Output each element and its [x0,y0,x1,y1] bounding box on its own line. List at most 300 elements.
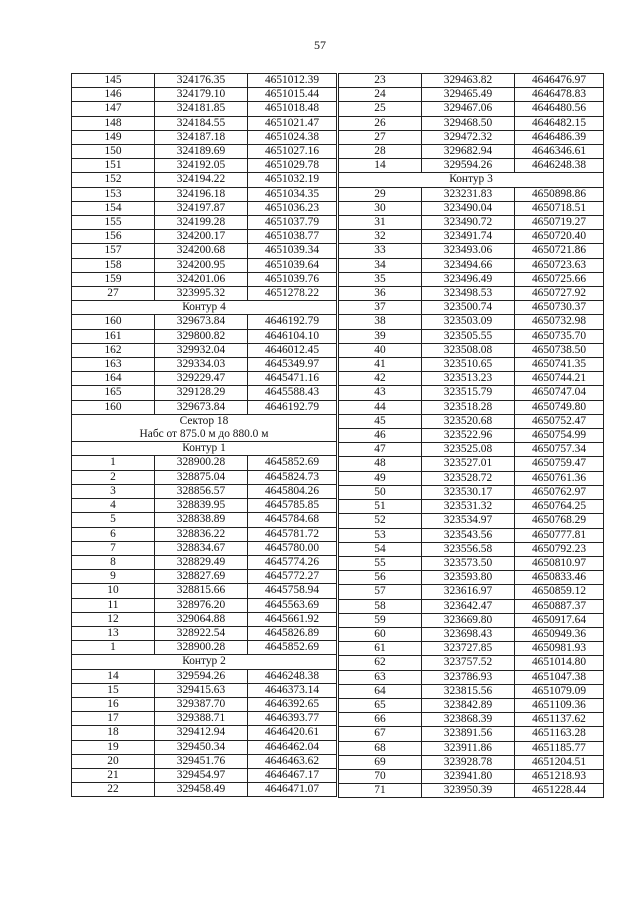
y-coordinate: 4646248.38 [515,159,604,173]
y-coordinate: 4650754.99 [515,429,604,443]
x-coordinate: 323911.86 [422,741,515,755]
point-number: 66 [339,713,422,727]
point-number: 56 [339,571,422,585]
x-coordinate: 329673.84 [155,315,248,329]
table-row [72,173,337,187]
point-number: 154 [72,201,155,215]
x-coordinate: 323527.01 [422,457,515,471]
x-coordinate: 323505.55 [422,329,515,343]
point-number: 15 [72,683,155,697]
x-coordinate: 329800.82 [155,329,248,343]
y-coordinate: 4646393.77 [248,712,337,726]
y-coordinate: 4651185.77 [515,741,604,755]
table-row [72,527,337,541]
point-number: 33 [339,244,422,258]
y-coordinate: 4646346.61 [515,145,604,159]
x-coordinate: 323556.58 [422,542,515,556]
point-number: 19 [72,740,155,754]
x-coordinate: 329229.47 [155,372,248,386]
y-coordinate: 4650735.70 [515,329,604,343]
y-coordinate: 4651027.16 [248,145,337,159]
y-coordinate: 4646467.17 [248,768,337,782]
x-coordinate: 323727.85 [422,642,515,656]
x-coordinate: 323593.80 [422,571,515,585]
y-coordinate: 4645780.00 [248,541,337,555]
table-row [72,683,337,697]
table-row [72,584,337,598]
point-number: 41 [339,358,422,372]
x-coordinate: 324194.22 [155,173,248,187]
x-coordinate: 324181.85 [155,102,248,116]
point-number: 160 [72,315,155,329]
table-row [339,755,604,769]
y-coordinate: 4651034.35 [248,187,337,201]
x-coordinate: 323231.83 [422,187,515,201]
y-coordinate: 4651163.28 [515,727,604,741]
table-row [339,556,604,570]
table-row [339,471,604,485]
y-coordinate: 4646462.04 [248,740,337,754]
y-coordinate: 4650741.35 [515,358,604,372]
point-number: 18 [72,726,155,740]
x-coordinate: 323534.97 [422,514,515,528]
point-number: 54 [339,542,422,556]
point-number: 9 [72,570,155,584]
y-coordinate: 4646478.83 [515,88,604,102]
x-coordinate: 323669.80 [422,613,515,627]
table-row [72,570,337,584]
table-row [339,159,604,173]
table-row [339,372,604,386]
point-number: 35 [339,272,422,286]
x-coordinate: 329472.32 [422,130,515,144]
point-number: 157 [72,244,155,258]
table-row [72,456,337,470]
x-coordinate: 323494.66 [422,258,515,272]
point-number: 1 [72,456,155,470]
section-title: Контур 4 [182,301,226,314]
point-number: 156 [72,230,155,244]
y-coordinate: 4651218.93 [515,769,604,783]
point-number: 151 [72,159,155,173]
section-title: Контур 2 [182,655,226,668]
table-row [72,499,337,513]
x-coordinate: 323698.43 [422,627,515,641]
y-coordinate: 4645774.26 [248,555,337,569]
point-number: 20 [72,754,155,768]
section-title: Контур 1 [182,442,226,455]
y-coordinate: 4650777.81 [515,528,604,542]
x-coordinate: 324199.28 [155,216,248,230]
table-row [339,485,604,499]
point-number: 24 [339,88,422,102]
table-row [72,372,337,386]
y-coordinate: 4645784.68 [248,513,337,527]
point-number: 1 [72,641,155,655]
y-coordinate: 4651036.23 [248,201,337,215]
y-coordinate: 4651228.44 [515,784,604,798]
x-coordinate: 323520.68 [422,414,515,428]
point-number: 57 [339,585,422,599]
point-number: 14 [339,159,422,173]
x-coordinate: 329450.34 [155,740,248,754]
y-coordinate: 4651109.36 [515,698,604,712]
x-coordinate: 324176.35 [155,74,248,88]
x-coordinate: 324192.05 [155,159,248,173]
x-coordinate: 323503.09 [422,315,515,329]
y-coordinate: 4651038.77 [248,230,337,244]
y-coordinate: 4651021.47 [248,116,337,130]
table-row [339,272,604,286]
x-coordinate: 329594.26 [155,669,248,683]
point-number: 68 [339,741,422,755]
x-coordinate: 323842.89 [422,698,515,712]
x-coordinate: 329412.94 [155,726,248,740]
x-coordinate: 329465.49 [422,88,515,102]
point-number: 28 [339,145,422,159]
table-row [72,145,337,159]
table-row [72,102,337,116]
table-row [339,258,604,272]
y-coordinate: 4651047.38 [515,670,604,684]
y-coordinate: 4646192.79 [248,400,337,414]
x-coordinate: 323518.28 [422,400,515,414]
y-coordinate: 4651039.64 [248,258,337,272]
y-coordinate: 4651024.38 [248,130,337,144]
y-coordinate: 4645852.69 [248,641,337,655]
point-number: 37 [339,301,422,315]
table-row [72,612,337,626]
point-number: 155 [72,216,155,230]
x-coordinate: 329387.70 [155,697,248,711]
x-coordinate: 329388.71 [155,712,248,726]
point-number: 45 [339,414,422,428]
y-coordinate: 4646248.38 [248,669,337,683]
point-number: 153 [72,187,155,201]
point-number: 6 [72,527,155,541]
y-coordinate: 4650720.40 [515,230,604,244]
point-number: 8 [72,555,155,569]
y-coordinate: 4650719.27 [515,216,604,230]
point-number: 163 [72,358,155,372]
y-coordinate: 4645852.69 [248,456,337,470]
y-coordinate: 4646486.39 [515,130,604,144]
point-number: 32 [339,230,422,244]
y-coordinate: 4651029.78 [248,159,337,173]
point-number: 42 [339,372,422,386]
x-coordinate: 324200.68 [155,244,248,258]
y-coordinate: 4645349.97 [248,358,337,372]
point-number: 36 [339,287,422,301]
table-row [339,329,604,343]
table-row [339,613,604,627]
y-coordinate: 4651278.22 [248,287,337,301]
table-row [339,741,604,755]
point-number: 7 [72,541,155,555]
table-row [339,713,604,727]
y-coordinate: 4646104.10 [248,329,337,343]
table-row [72,669,337,683]
table-row [72,187,337,201]
x-coordinate: 323522.96 [422,429,515,443]
table-row [339,145,604,159]
y-coordinate: 4645781.72 [248,527,337,541]
point-number: 159 [72,272,155,286]
x-coordinate: 323508.08 [422,343,515,357]
y-coordinate: 4646463.62 [248,754,337,768]
y-coordinate: 4646373.14 [248,683,337,697]
table-row [339,585,604,599]
x-coordinate: 323490.72 [422,216,515,230]
x-coordinate: 324196.18 [155,187,248,201]
x-coordinate: 324200.17 [155,230,248,244]
section-header-row [72,655,337,669]
y-coordinate: 4646482.15 [515,116,604,130]
x-coordinate: 323891.56 [422,727,515,741]
point-number: 21 [72,768,155,782]
point-number: 30 [339,201,422,215]
x-coordinate: 323491.74 [422,230,515,244]
table-row [339,74,604,88]
y-coordinate: 4651039.76 [248,272,337,286]
point-number: 4 [72,499,155,513]
table-row [72,258,337,272]
y-coordinate: 4645804.26 [248,484,337,498]
table-row [339,343,604,357]
point-number: 59 [339,613,422,627]
y-coordinate: 4645661.92 [248,612,337,626]
point-number: 46 [339,429,422,443]
point-number: 47 [339,443,422,457]
table-row [339,429,604,443]
point-number: 11 [72,598,155,612]
x-coordinate: 329454.97 [155,768,248,782]
table-row [339,542,604,556]
point-number: 64 [339,684,422,698]
point-number: 53 [339,528,422,542]
y-coordinate: 4650732.98 [515,315,604,329]
point-number: 29 [339,187,422,201]
y-coordinate: 4645563.69 [248,598,337,612]
x-coordinate: 323543.56 [422,528,515,542]
section-subtitle: Набс от 875.0 м до 880.0 м [139,428,269,441]
table-row [339,414,604,428]
y-coordinate: 4650764.25 [515,500,604,514]
point-number: 149 [72,130,155,144]
y-coordinate: 4651014.80 [515,656,604,670]
table-row [339,528,604,542]
x-coordinate: 329128.29 [155,386,248,400]
point-number: 63 [339,670,422,684]
point-number: 70 [339,769,422,783]
point-number: 146 [72,88,155,102]
y-coordinate: 4650738.50 [515,343,604,357]
y-coordinate: 4646471.07 [248,783,337,797]
y-coordinate: 4645588.43 [248,386,337,400]
y-coordinate: 4650810.97 [515,556,604,570]
table-row [339,287,604,301]
section-title: Сектор 18 [179,414,229,427]
table-row [72,116,337,130]
point-number: 3 [72,484,155,498]
point-number: 65 [339,698,422,712]
x-coordinate: 328829.49 [155,555,248,569]
x-coordinate: 328900.28 [155,456,248,470]
x-coordinate: 323498.53 [422,287,515,301]
table-row [339,698,604,712]
point-number: 31 [339,216,422,230]
y-coordinate: 4651137.62 [515,713,604,727]
table-row [339,642,604,656]
y-coordinate: 4645785.85 [248,499,337,513]
table-row [339,571,604,585]
table-row [339,244,604,258]
point-number: 161 [72,329,155,343]
table-row [339,88,604,102]
section-header-row [72,442,337,456]
y-coordinate: 4646476.97 [515,74,604,88]
table-row [72,315,337,329]
x-coordinate: 328856.57 [155,484,248,498]
y-coordinate: 4651037.79 [248,216,337,230]
section-header-row [72,414,337,441]
point-number: 27 [72,287,155,301]
x-coordinate: 324201.06 [155,272,248,286]
x-coordinate: 323642.47 [422,599,515,613]
point-number: 164 [72,372,155,386]
point-number: 152 [72,173,155,187]
page-number: 57 [314,38,326,52]
y-coordinate: 4645826.89 [248,626,337,640]
point-number: 48 [339,457,422,471]
point-number: 14 [72,669,155,683]
x-coordinate: 323941.80 [422,769,515,783]
point-number: 17 [72,712,155,726]
table-row [339,201,604,215]
x-coordinate: 328922.54 [155,626,248,640]
table-row [339,443,604,457]
table-row [72,513,337,527]
y-coordinate: 4650859.12 [515,585,604,599]
y-coordinate: 4645772.27 [248,570,337,584]
point-number: 71 [339,784,422,798]
x-coordinate: 329932.04 [155,343,248,357]
point-number: 165 [72,386,155,400]
point-number: 5 [72,513,155,527]
table-row [72,400,337,414]
table-row [72,272,337,286]
table-row [72,783,337,797]
y-coordinate: 4651039.34 [248,244,337,258]
table-row [72,641,337,655]
table-row [72,159,337,173]
table-row [339,599,604,613]
table-row [72,88,337,102]
point-number: 25 [339,102,422,116]
x-coordinate: 329334.03 [155,358,248,372]
table-row [339,500,604,514]
table-row [339,656,604,670]
point-number: 43 [339,386,422,400]
table-row [339,727,604,741]
x-coordinate: 323757.52 [422,656,515,670]
x-coordinate: 328815.66 [155,584,248,598]
point-number: 145 [72,74,155,88]
x-coordinate: 328900.28 [155,641,248,655]
y-coordinate: 4650949.36 [515,627,604,641]
y-coordinate: 4645824.73 [248,470,337,484]
x-coordinate: 323515.79 [422,386,515,400]
table-row [339,216,604,230]
x-coordinate: 323531.32 [422,500,515,514]
y-coordinate: 4650749.80 [515,400,604,414]
table-row [339,187,604,201]
point-number: 150 [72,145,155,159]
table-row [339,457,604,471]
y-coordinate: 4650730.37 [515,301,604,315]
point-number: 16 [72,697,155,711]
y-coordinate: 4651018.48 [248,102,337,116]
point-number: 44 [339,400,422,414]
x-coordinate: 324200.95 [155,258,248,272]
table-row [72,740,337,754]
y-coordinate: 4650725.66 [515,272,604,286]
point-number: 50 [339,485,422,499]
x-coordinate: 323525.08 [422,443,515,457]
y-coordinate: 4651015.44 [248,88,337,102]
table-row [72,230,337,244]
point-number: 26 [339,116,422,130]
y-coordinate: 4650898.86 [515,187,604,201]
x-coordinate: 323573.50 [422,556,515,570]
table-row [72,726,337,740]
y-coordinate: 4650752.47 [515,414,604,428]
table-row [72,697,337,711]
x-coordinate: 323616.97 [422,585,515,599]
point-number: 147 [72,102,155,116]
x-coordinate: 329467.06 [422,102,515,116]
point-number: 158 [72,258,155,272]
table-row [339,784,604,798]
table-row [72,329,337,343]
x-coordinate: 324179.10 [155,88,248,102]
y-coordinate: 4650723.63 [515,258,604,272]
table-row [339,301,604,315]
x-coordinate: 323510.65 [422,358,515,372]
table-row [72,201,337,215]
x-coordinate: 329458.49 [155,783,248,797]
y-coordinate: 4650718.51 [515,201,604,215]
table-row [339,358,604,372]
table-row [339,130,604,144]
table-row [72,386,337,400]
point-number: 39 [339,329,422,343]
y-coordinate: 4651012.39 [248,74,337,88]
point-number: 160 [72,400,155,414]
x-coordinate: 323815.56 [422,684,515,698]
y-coordinate: 4650744.21 [515,372,604,386]
x-coordinate: 328875.04 [155,470,248,484]
x-coordinate: 324187.18 [155,130,248,144]
point-number: 34 [339,258,422,272]
point-number: 2 [72,470,155,484]
x-coordinate: 328827.69 [155,570,248,584]
point-number: 13 [72,626,155,640]
point-number: 27 [339,130,422,144]
x-coordinate: 323500.74 [422,301,515,315]
y-coordinate: 4650747.04 [515,386,604,400]
point-number: 148 [72,116,155,130]
